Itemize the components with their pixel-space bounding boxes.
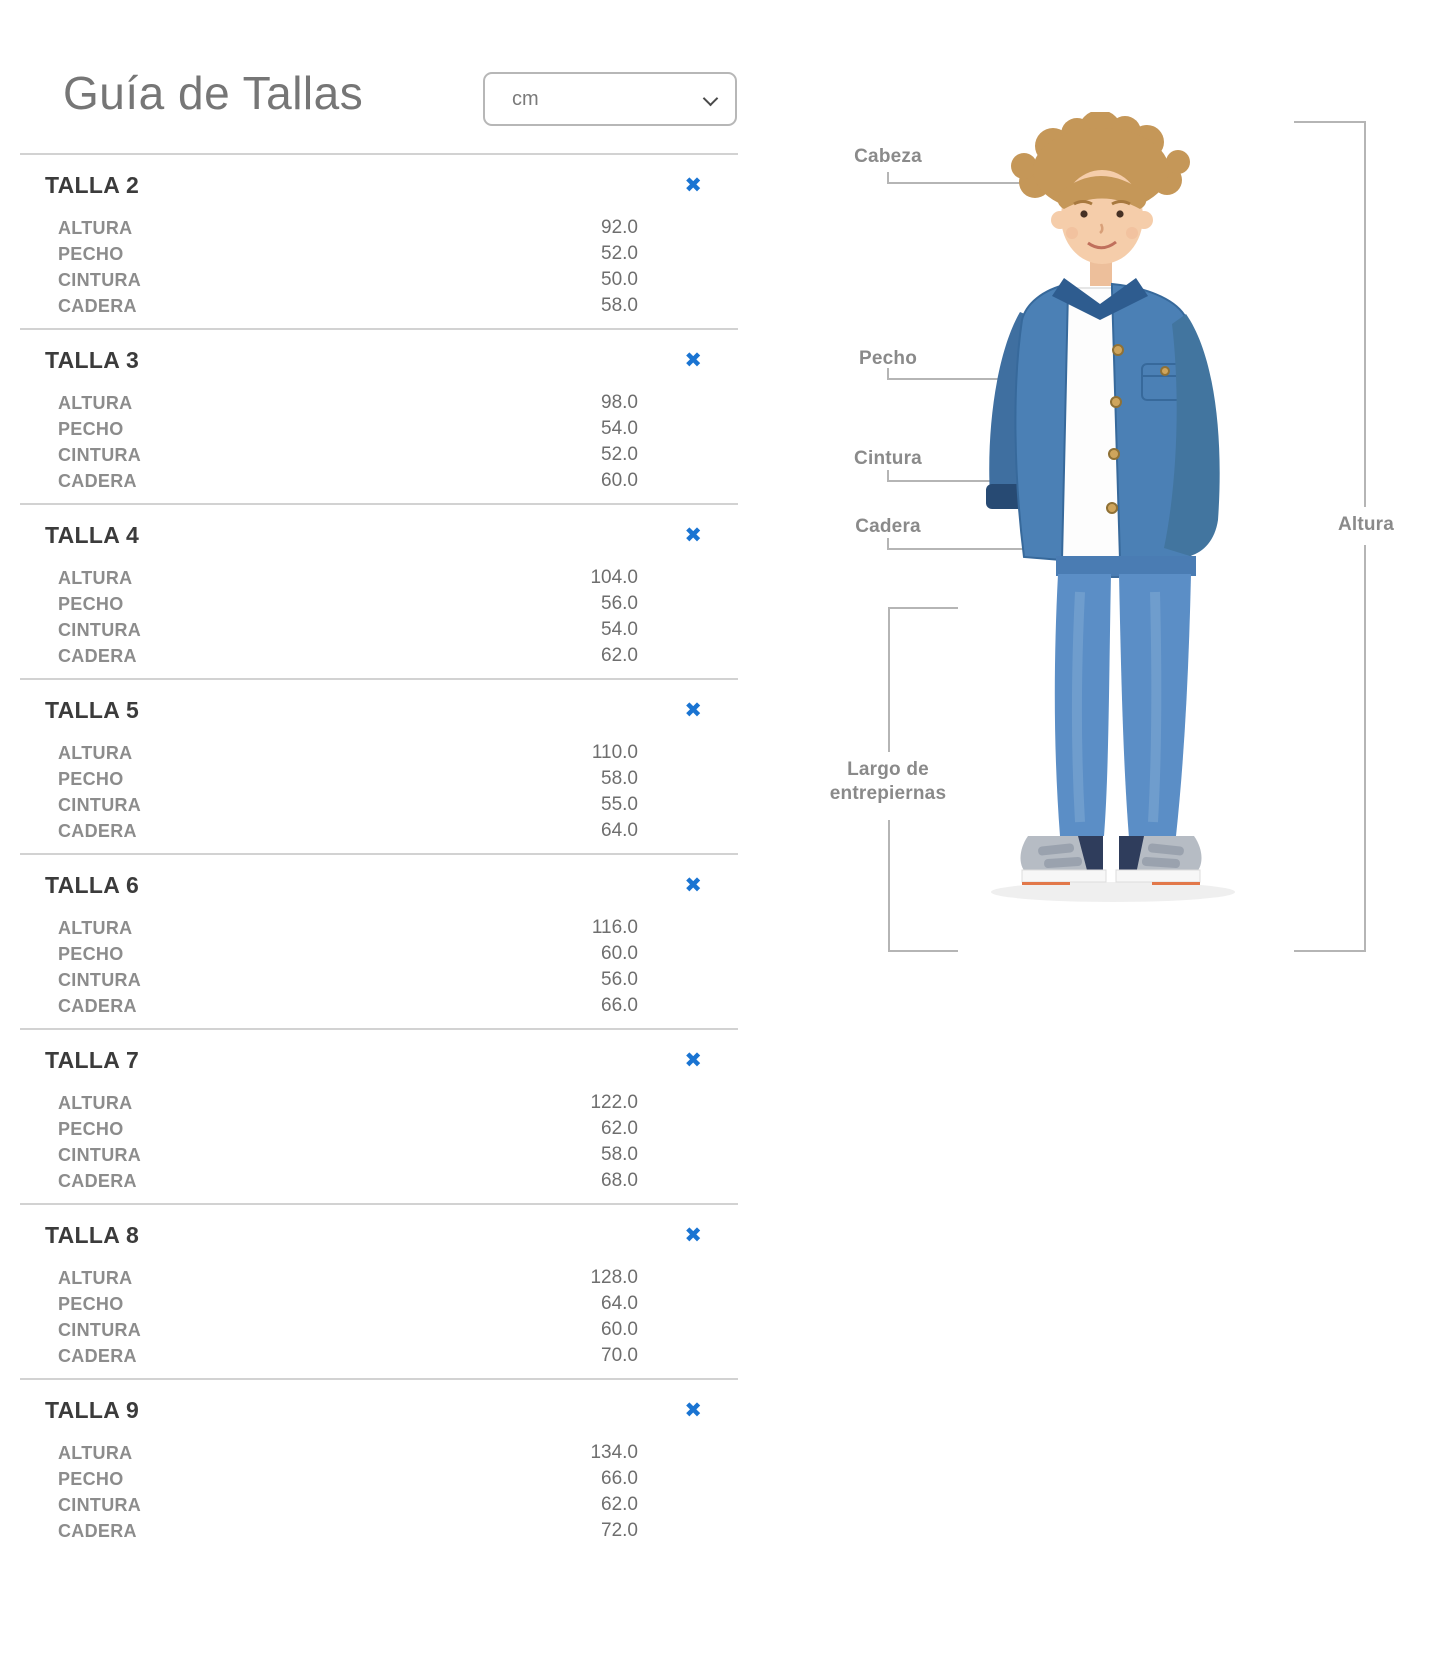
measurement-row xyxy=(20,993,738,1019)
measurement-row xyxy=(20,915,738,941)
measurement-label: CADERA xyxy=(58,820,137,841)
measurement-value: 52.0 xyxy=(601,243,638,264)
head xyxy=(1011,112,1190,264)
size-section-header xyxy=(20,344,738,376)
measurement-value: 50.0 xyxy=(601,269,638,290)
diagram-label-pecho: Pecho xyxy=(858,348,918,369)
size-section xyxy=(20,1203,738,1378)
size-section xyxy=(20,853,738,1028)
size-section-header xyxy=(20,1394,738,1426)
diagram-label-cadera: Cadera xyxy=(855,516,921,537)
measurement-label: CINTURA xyxy=(58,794,142,815)
diagram-label-largo: Largo de entrepiernas xyxy=(829,759,947,804)
measurement-value: 66.0 xyxy=(601,995,638,1016)
measurement-label: CINTURA xyxy=(58,269,142,290)
measurement-label: CADERA xyxy=(58,1345,137,1366)
measurement-value: 98.0 xyxy=(601,392,638,413)
size-rows xyxy=(20,1440,738,1544)
measurement-row xyxy=(20,1466,738,1492)
altura-bracket-bottom xyxy=(1294,545,1366,952)
measurement-row xyxy=(20,1317,738,1343)
sneakers xyxy=(1021,836,1202,885)
measurement-value: 122.0 xyxy=(590,1092,638,1113)
measurement-label: PECHO xyxy=(58,418,124,439)
measurement-label: CINTURA xyxy=(58,1494,142,1515)
size-title: TALLA 9 xyxy=(45,1396,140,1423)
size-rows xyxy=(20,390,738,494)
measurement-row xyxy=(20,1492,738,1518)
measurement-label: ALTURA xyxy=(58,742,133,763)
measurement-value: 62.0 xyxy=(601,1118,638,1139)
measurement-value: 56.0 xyxy=(601,969,638,990)
size-section xyxy=(20,153,738,328)
measurement-row xyxy=(20,416,738,442)
measurement-label: ALTURA xyxy=(58,1442,133,1463)
close-icon[interactable]: ✖ xyxy=(684,1047,702,1072)
measurement-label: PECHO xyxy=(58,1293,124,1314)
measurement-label: CINTURA xyxy=(58,1144,142,1165)
measurement-value: 110.0 xyxy=(591,742,638,763)
measurement-value: 134.0 xyxy=(590,1442,638,1463)
size-section xyxy=(20,678,738,853)
size-section-header xyxy=(20,169,738,201)
measurement-value: 58.0 xyxy=(601,768,638,789)
measurement-value: 54.0 xyxy=(601,418,638,439)
measurement-value: 60.0 xyxy=(601,1319,638,1340)
measurement-label: ALTURA xyxy=(58,1267,133,1288)
child-photo xyxy=(950,112,1270,907)
measurement-row xyxy=(20,967,738,993)
measurement-value: 54.0 xyxy=(601,619,638,640)
measurement-row xyxy=(20,267,738,293)
size-rows xyxy=(20,1265,738,1369)
close-icon[interactable]: ✖ xyxy=(684,347,702,372)
size-rows xyxy=(20,1090,738,1194)
diagram-label-cintura: Cintura xyxy=(854,448,922,469)
close-icon[interactable]: ✖ xyxy=(684,872,702,897)
measurement-row xyxy=(20,241,738,267)
unit-select-value: cm xyxy=(512,87,539,110)
measurement-row xyxy=(20,818,738,844)
diagram-label-cabeza: Cabeza xyxy=(854,146,922,167)
size-section xyxy=(20,503,738,678)
measurement-value: 62.0 xyxy=(601,1494,638,1515)
measurement-value: 72.0 xyxy=(601,1520,638,1541)
measurement-row xyxy=(20,565,738,591)
measurement-label: ALTURA xyxy=(58,392,133,413)
measurement-value: 60.0 xyxy=(601,470,638,491)
measurement-label: PECHO xyxy=(58,768,124,789)
size-title: TALLA 7 xyxy=(45,1046,140,1073)
measurement-value: 64.0 xyxy=(601,820,638,841)
measurement-row xyxy=(20,1518,738,1544)
measurement-value: 52.0 xyxy=(601,444,638,465)
measurement-row xyxy=(20,1440,738,1466)
measurement-row xyxy=(20,442,738,468)
measurement-row xyxy=(20,617,738,643)
measurement-label: CINTURA xyxy=(58,444,142,465)
measurement-row xyxy=(20,1090,738,1116)
measurement-label: CADERA xyxy=(58,645,137,666)
measurement-value: 70.0 xyxy=(601,1345,638,1366)
measurement-value: 104.0 xyxy=(590,567,638,588)
measurement-label: CADERA xyxy=(58,470,137,491)
measurement-row xyxy=(20,215,738,241)
measurement-row xyxy=(20,766,738,792)
measurement-label: PECHO xyxy=(58,943,124,964)
measurement-row xyxy=(20,1291,738,1317)
measurement-row xyxy=(20,591,738,617)
diagram-label-altura: Altura xyxy=(1337,514,1395,535)
measurement-label: CADERA xyxy=(58,295,137,316)
size-rows xyxy=(20,215,738,319)
jeans xyxy=(1055,556,1196,838)
size-rows xyxy=(20,565,738,669)
size-section xyxy=(20,1028,738,1203)
size-section-header xyxy=(20,519,738,551)
altura-bracket-top xyxy=(1294,121,1366,507)
measurement-label: CADERA xyxy=(58,995,137,1016)
measurement-row xyxy=(20,1142,738,1168)
size-title: TALLA 2 xyxy=(45,171,140,198)
measurement-value: 92.0 xyxy=(601,217,638,238)
measurement-value: 64.0 xyxy=(601,1293,638,1314)
measurement-row xyxy=(20,740,738,766)
measurement-label: ALTURA xyxy=(58,917,133,938)
measurement-value: 58.0 xyxy=(601,1144,638,1165)
size-title: TALLA 6 xyxy=(45,871,140,898)
size-section xyxy=(20,1378,738,1553)
size-section-header xyxy=(20,1044,738,1076)
measurement-label: CINTURA xyxy=(58,969,142,990)
size-title: TALLA 4 xyxy=(45,521,140,548)
size-rows xyxy=(20,740,738,844)
size-title: TALLA 3 xyxy=(45,346,140,373)
measurement-row xyxy=(20,1116,738,1142)
measurement-row xyxy=(20,293,738,319)
page-title: Guía de Tallas xyxy=(63,67,364,119)
measurement-label: PECHO xyxy=(58,593,124,614)
measurement-label: CINTURA xyxy=(58,1319,142,1340)
measurement-row xyxy=(20,468,738,494)
measurement-row xyxy=(20,941,738,967)
close-icon[interactable]: ✖ xyxy=(684,1222,702,1247)
measurement-label: ALTURA xyxy=(58,217,133,238)
close-icon[interactable]: ✖ xyxy=(684,1397,702,1422)
close-icon[interactable]: ✖ xyxy=(684,172,702,197)
size-rows xyxy=(20,915,738,1019)
largo-bracket-top xyxy=(888,607,958,752)
measurement-label: CADERA xyxy=(58,1170,137,1191)
measurement-row xyxy=(20,792,738,818)
size-section xyxy=(20,328,738,503)
size-section-header xyxy=(20,694,738,726)
measurement-row xyxy=(20,390,738,416)
measurement-value: 62.0 xyxy=(601,645,638,666)
measurement-label: PECHO xyxy=(58,1468,124,1489)
measurement-value: 58.0 xyxy=(601,295,638,316)
size-title: TALLA 5 xyxy=(45,696,140,723)
measurement-value: 56.0 xyxy=(601,593,638,614)
measurement-label: PECHO xyxy=(58,243,124,264)
measurement-value: 68.0 xyxy=(601,1170,638,1191)
chevron-down-icon xyxy=(705,93,717,105)
measurement-label: ALTURA xyxy=(58,1092,133,1113)
measurement-label: CADERA xyxy=(58,1520,137,1541)
close-icon[interactable]: ✖ xyxy=(684,697,702,722)
sizes-list xyxy=(20,153,738,1553)
size-title: TALLA 8 xyxy=(45,1221,140,1248)
measurement-value: 55.0 xyxy=(601,794,638,815)
size-section-header xyxy=(20,869,738,901)
measurement-label: PECHO xyxy=(58,1118,124,1139)
unit-select[interactable] xyxy=(483,72,737,126)
size-section-header xyxy=(20,1219,738,1251)
close-icon[interactable]: ✖ xyxy=(684,522,702,547)
measurement-label: ALTURA xyxy=(58,567,133,588)
measurement-label: CINTURA xyxy=(58,619,142,640)
measurement-value: 66.0 xyxy=(601,1468,638,1489)
measurement-value: 116.0 xyxy=(591,917,638,938)
measurement-row xyxy=(20,643,738,669)
measurement-row xyxy=(20,1265,738,1291)
measurement-value: 128.0 xyxy=(590,1267,638,1288)
measurement-value: 60.0 xyxy=(601,943,638,964)
measurement-row xyxy=(20,1168,738,1194)
measurement-row xyxy=(20,1343,738,1369)
largo-bracket-bottom xyxy=(888,820,958,952)
